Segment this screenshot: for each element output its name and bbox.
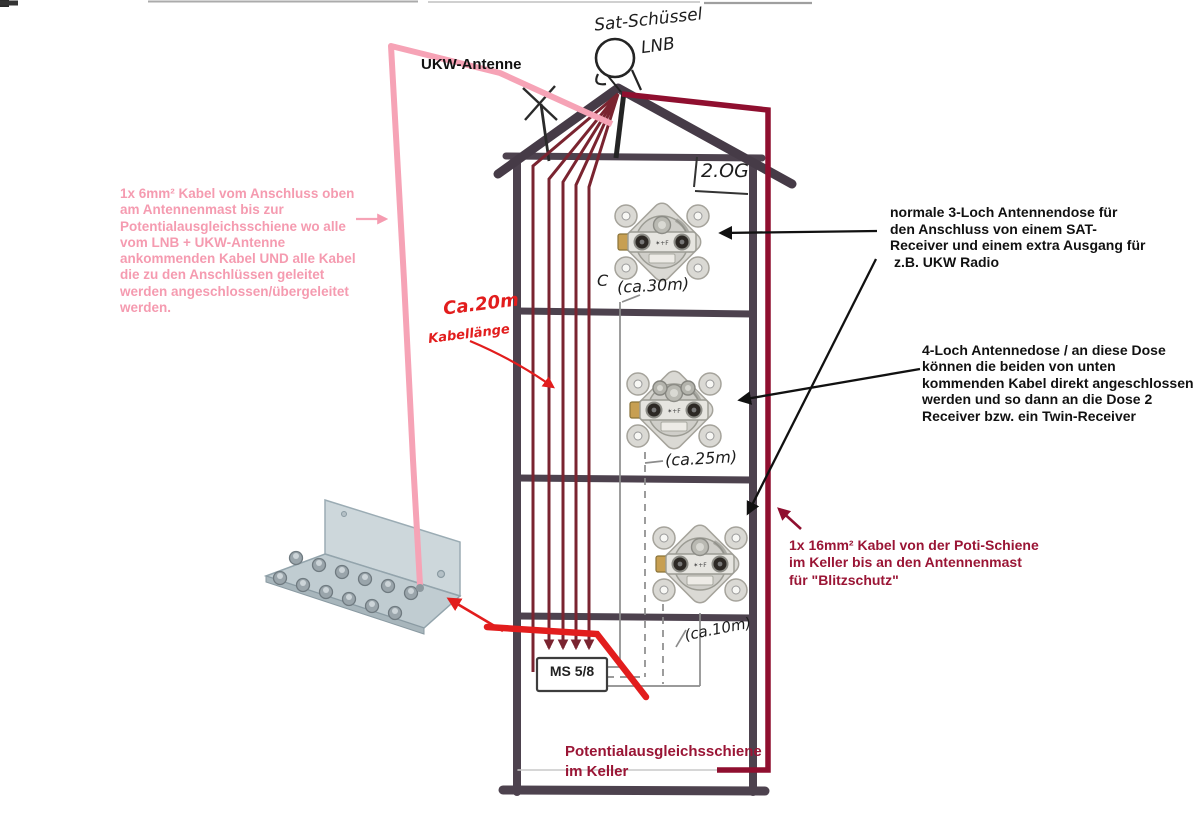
- pink-note-line: am Antennenmast bis zur: [120, 202, 284, 218]
- socket-photo-3loch-bottom: [653, 522, 747, 607]
- socket-3loch-note: normale 3-Loch Antennendose für den Anschluss von einem SAT- Receiver und einem extra Ausgang für z.B. UKW Radio: [890, 204, 1146, 270]
- pink-note-line: ankommenden Kabel UND alle Kabel: [120, 251, 356, 267]
- handwritten-floor-2og: 2.OG: [701, 160, 749, 182]
- handwritten-len-30m: (ca.30m): [616, 274, 690, 297]
- handwritten-kabellaenge: Kabellänge: [427, 322, 511, 347]
- handwritten-sat-schuessel: Sat-Schüssel: [593, 4, 704, 36]
- handwritten-len-10m: (ca.10m): [682, 613, 753, 645]
- poti-schiene-label: Potentialausgleichsschiene im Keller: [565, 743, 762, 780]
- socket-4loch-note: 4-Loch Antennedose / an diese Dose können die beiden von unten kommenden Kabel direkt angeschlossen werden und so dann an die Dose 2 Receiver bzw. ein Twin-Receiver: [922, 342, 1194, 424]
- pink-note-line: vom LNB + UKW-Antenne: [120, 234, 286, 250]
- handwritten-len-25m: (ca.25m): [664, 447, 738, 470]
- pink-note-line: die zu den Anschlüssen geleitet: [120, 267, 325, 283]
- pink-cable-note: [120, 186, 356, 316]
- ms58-box-label: MS 5/8: [549, 663, 595, 679]
- poti-rail-photo: [266, 500, 460, 634]
- ukw-antenne-label: UKW-Antenne: [421, 56, 522, 73]
- handwritten-len-20m: Ca.20m: [442, 289, 520, 320]
- handwritten-lnb: LNB: [639, 33, 677, 59]
- blitzschutz-note: 1x 16mm² Kabel von der Poti-Schiene im Keller bis an den Antennenmast für "Blitzschutz": [789, 537, 1039, 588]
- pink-note-line: werden.: [120, 300, 172, 316]
- socket-photo-3loch-top: [615, 200, 709, 285]
- sat-dish-icon: [596, 39, 634, 77]
- pink-6mm2-cable: [356, 46, 612, 592]
- pink-note-line: 1x 6mm² Kabel vom Anschluss oben: [120, 186, 355, 201]
- handwritten-c-mark: C: [597, 271, 609, 290]
- pink-note-line: Potentialausgleichsschiene wo alle: [120, 218, 346, 234]
- socket-photo-4loch-middle: [627, 368, 721, 453]
- pink-note-line: werden angeschlossen/übergeleitet: [120, 283, 349, 299]
